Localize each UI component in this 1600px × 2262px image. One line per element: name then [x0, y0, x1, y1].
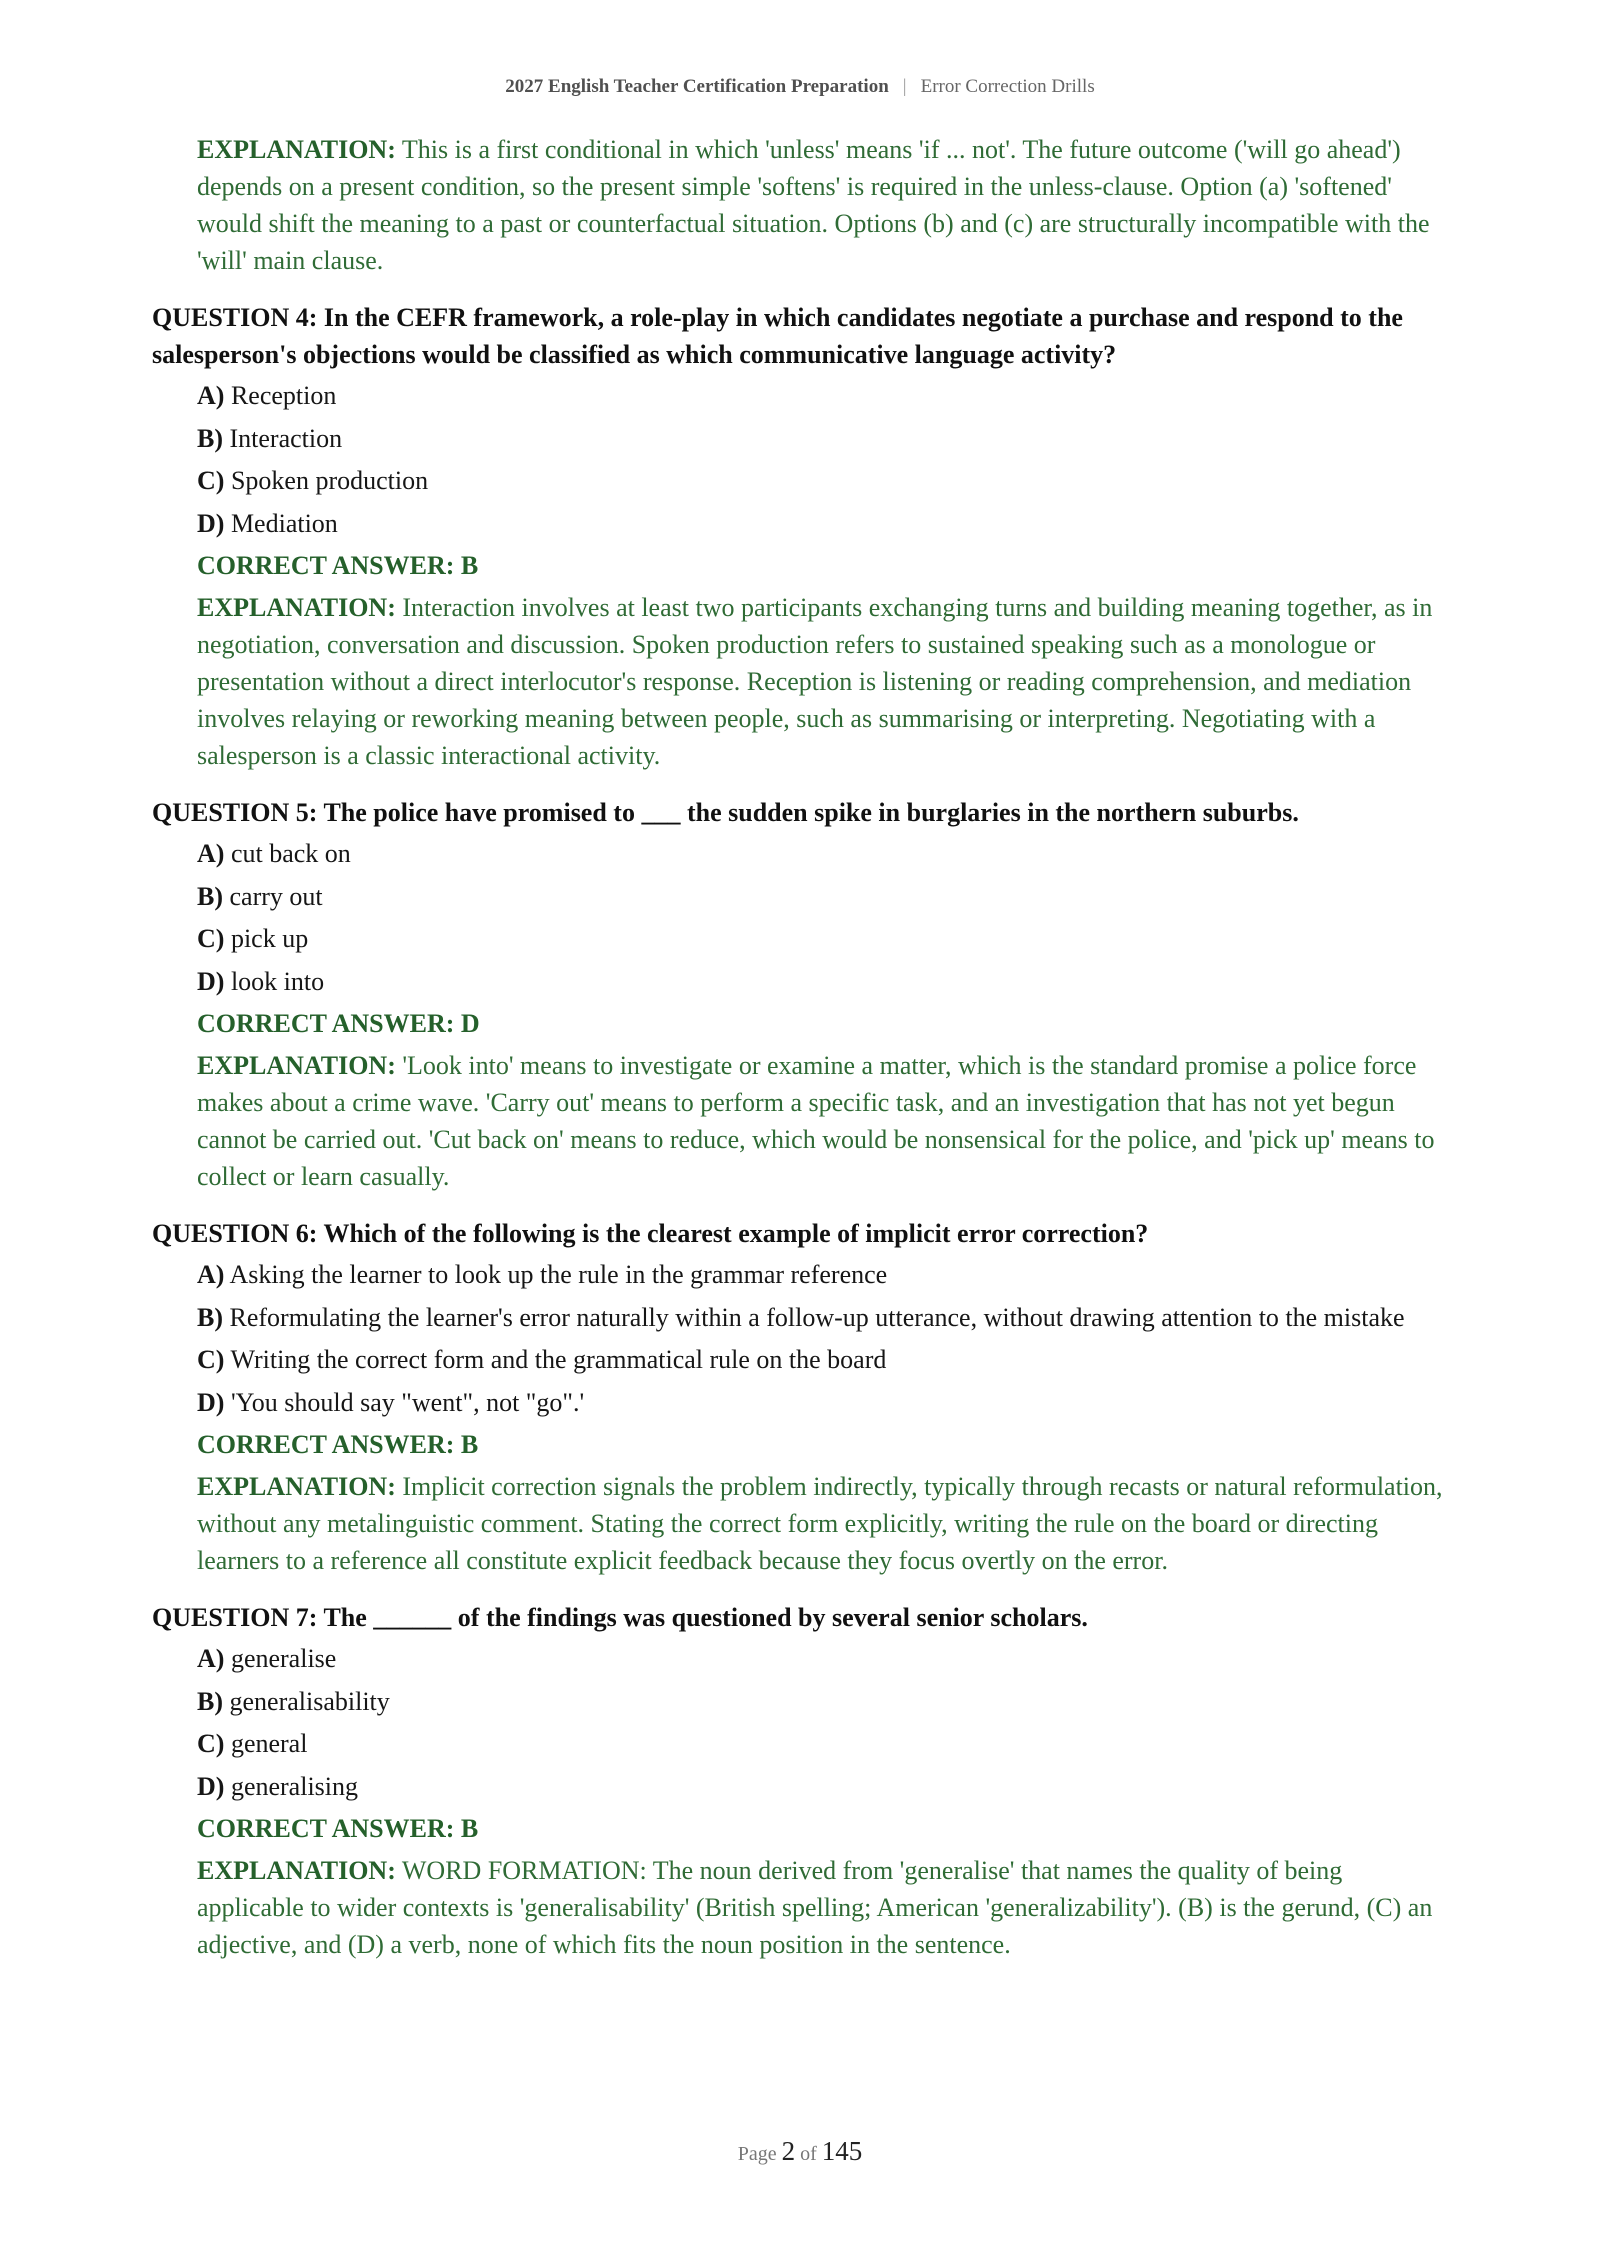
option-letter: A)	[197, 839, 225, 868]
option-text: Spoken production	[230, 466, 429, 495]
options-list	[197, 377, 1452, 542]
explanation-block	[197, 1468, 1452, 1579]
explanation-label: EXPLANATION:	[197, 1472, 396, 1501]
header-separator: |	[902, 76, 907, 97]
option-a	[197, 1256, 1452, 1293]
explanation-q3	[197, 131, 1452, 279]
option-letter: B)	[197, 1686, 223, 1716]
option-text: Mediation	[230, 508, 338, 538]
option-d	[197, 1384, 1452, 1421]
option-b	[197, 1299, 1452, 1336]
section-title: Error Correction Drills	[920, 76, 1095, 97]
option-letter: A)	[197, 1644, 225, 1673]
correct-answer: CORRECT ANSWER: B	[197, 1430, 479, 1459]
option-letter: C)	[197, 466, 225, 495]
option-c	[197, 462, 1452, 499]
explanation-text: This is a first conditional in which 'unless' means 'if ... not'. The future outcome ('will go ahead') depends on a present condition, so the present simple 'softens' is required in the unless-clause. Option (a) 'softened' would shift the meaning to a past or counterfactual situation. Options (b) and (c) are structurally incompatible with the 'will' main clause.	[197, 135, 1430, 275]
option-b	[197, 1683, 1452, 1720]
option-text: cut back on	[230, 839, 351, 868]
option-b	[197, 878, 1452, 915]
option-text: general	[230, 1729, 308, 1758]
option-letter: C)	[197, 924, 225, 953]
option-c	[197, 1341, 1452, 1378]
option-text: Reception	[230, 381, 337, 410]
option-a	[197, 377, 1452, 414]
question-heading: QUESTION 5: The police have promised to ___ the sudden spike in burglaries in the northern suburbs.	[152, 798, 1299, 827]
option-letter: C)	[197, 1729, 225, 1758]
of-word: of	[800, 2143, 817, 2165]
explanation-label: EXPLANATION:	[197, 135, 396, 164]
option-letter: B)	[197, 1302, 223, 1332]
page-footer	[0, 2136, 1600, 2167]
option-d	[197, 1768, 1452, 1805]
option-letter: D)	[197, 1771, 225, 1801]
total-pages: 145	[821, 2136, 863, 2166]
option-text: Asking the learner to look up the rule in the grammar reference	[229, 1260, 888, 1289]
explanation-text: 'Look into' means to investigate or examine a matter, which is the standard promise a police force makes about a crime wave. 'Carry out' means to perform a specific task, and an investigation that has not yet begun cannot be carried out. 'Cut back on' means to reduce, which would be nonsensical for the police, and 'pick up' means to collect or learn casually.	[197, 1051, 1435, 1191]
option-c	[197, 1725, 1452, 1762]
options-list	[197, 835, 1452, 1000]
explanation-block	[197, 1852, 1452, 1963]
option-text: pick up	[230, 924, 309, 953]
option-text: Interaction	[229, 423, 343, 453]
option-text: 'You should say "went", not "go".'	[230, 1387, 585, 1417]
document-title: 2027 English Teacher Certification Preparation	[505, 76, 889, 97]
explanation-text: Interaction involves at least two participants exchanging turns and building meaning together, as in negotiation, conversation and discussion. Spoken production refers to sustained speaking such as a monologue or presentation without a direct interlocutor's response. Reception is listening or reading comprehension, and mediation involves relaying or reworking meaning between people, such as summarising or interpreting. Negotiating with a salesperson is a classic interactional activity.	[197, 593, 1433, 770]
explanation-label: EXPLANATION:	[197, 1856, 396, 1885]
option-letter: B)	[197, 881, 223, 911]
options-list	[197, 1256, 1452, 1421]
page-header	[0, 76, 1600, 98]
option-c	[197, 920, 1452, 957]
option-d	[197, 963, 1452, 1000]
option-text: generalising	[230, 1771, 359, 1801]
option-letter: C)	[197, 1345, 225, 1374]
option-d	[197, 505, 1452, 542]
correct-answer: CORRECT ANSWER: B	[197, 1814, 479, 1843]
option-letter: D)	[197, 508, 225, 538]
question-heading: QUESTION 7: The ______ of the findings was questioned by several senior scholars.	[152, 1603, 1088, 1632]
question-heading: QUESTION 6: Which of the following is the clearest example of implicit error correction?	[152, 1219, 1149, 1248]
option-a	[197, 1640, 1452, 1677]
option-text: generalise	[230, 1644, 337, 1673]
option-letter: A)	[197, 381, 225, 410]
option-text: Reformulating the learner's error naturally within a follow-up utterance, without drawing attention to the mistake	[229, 1302, 1405, 1332]
page-word: Page	[737, 2143, 777, 2165]
option-letter: D)	[197, 966, 225, 996]
option-text: carry out	[229, 881, 323, 911]
option-letter: D)	[197, 1387, 225, 1417]
option-b	[197, 420, 1452, 457]
option-text: look into	[230, 966, 325, 996]
option-a	[197, 835, 1452, 872]
correct-answer: CORRECT ANSWER: D	[197, 1009, 480, 1038]
option-letter: B)	[197, 423, 223, 453]
correct-answer: CORRECT ANSWER: B	[197, 551, 479, 580]
page-number: 2	[781, 2136, 796, 2166]
explanation-block	[197, 1047, 1452, 1195]
option-letter: A)	[197, 1260, 225, 1289]
explanation-block	[197, 589, 1452, 774]
explanation-text: Implicit correction signals the problem indirectly, typically through recasts or natural reformulation, without any metalinguistic comment. Stating the correct form explicitly, writing the rule on the board or directing learners to a reference all constitute explicit feedback because they focus overtly on the error.	[197, 1472, 1443, 1575]
explanation-text: WORD FORMATION: The noun derived from 'generalise' that names the quality of being applicable to wider contexts is 'generalisability' (British spelling; American 'generalizability'). (B) is the gerund, (C) an adjective, and (D) a verb, none of which fits the noun position in the sentence.	[197, 1856, 1433, 1959]
options-list	[197, 1640, 1452, 1805]
option-text: generalisability	[229, 1686, 390, 1716]
page-content	[152, 131, 1452, 1963]
question-heading: QUESTION 4: In the CEFR framework, a role-play in which candidates negotiate a purchase and respond to the salesperson's objections would be classified as which communicative language activity?	[152, 303, 1403, 369]
explanation-label: EXPLANATION:	[197, 593, 396, 622]
option-text: Writing the correct form and the grammatical rule on the board	[230, 1345, 887, 1374]
explanation-label: EXPLANATION:	[197, 1051, 396, 1080]
